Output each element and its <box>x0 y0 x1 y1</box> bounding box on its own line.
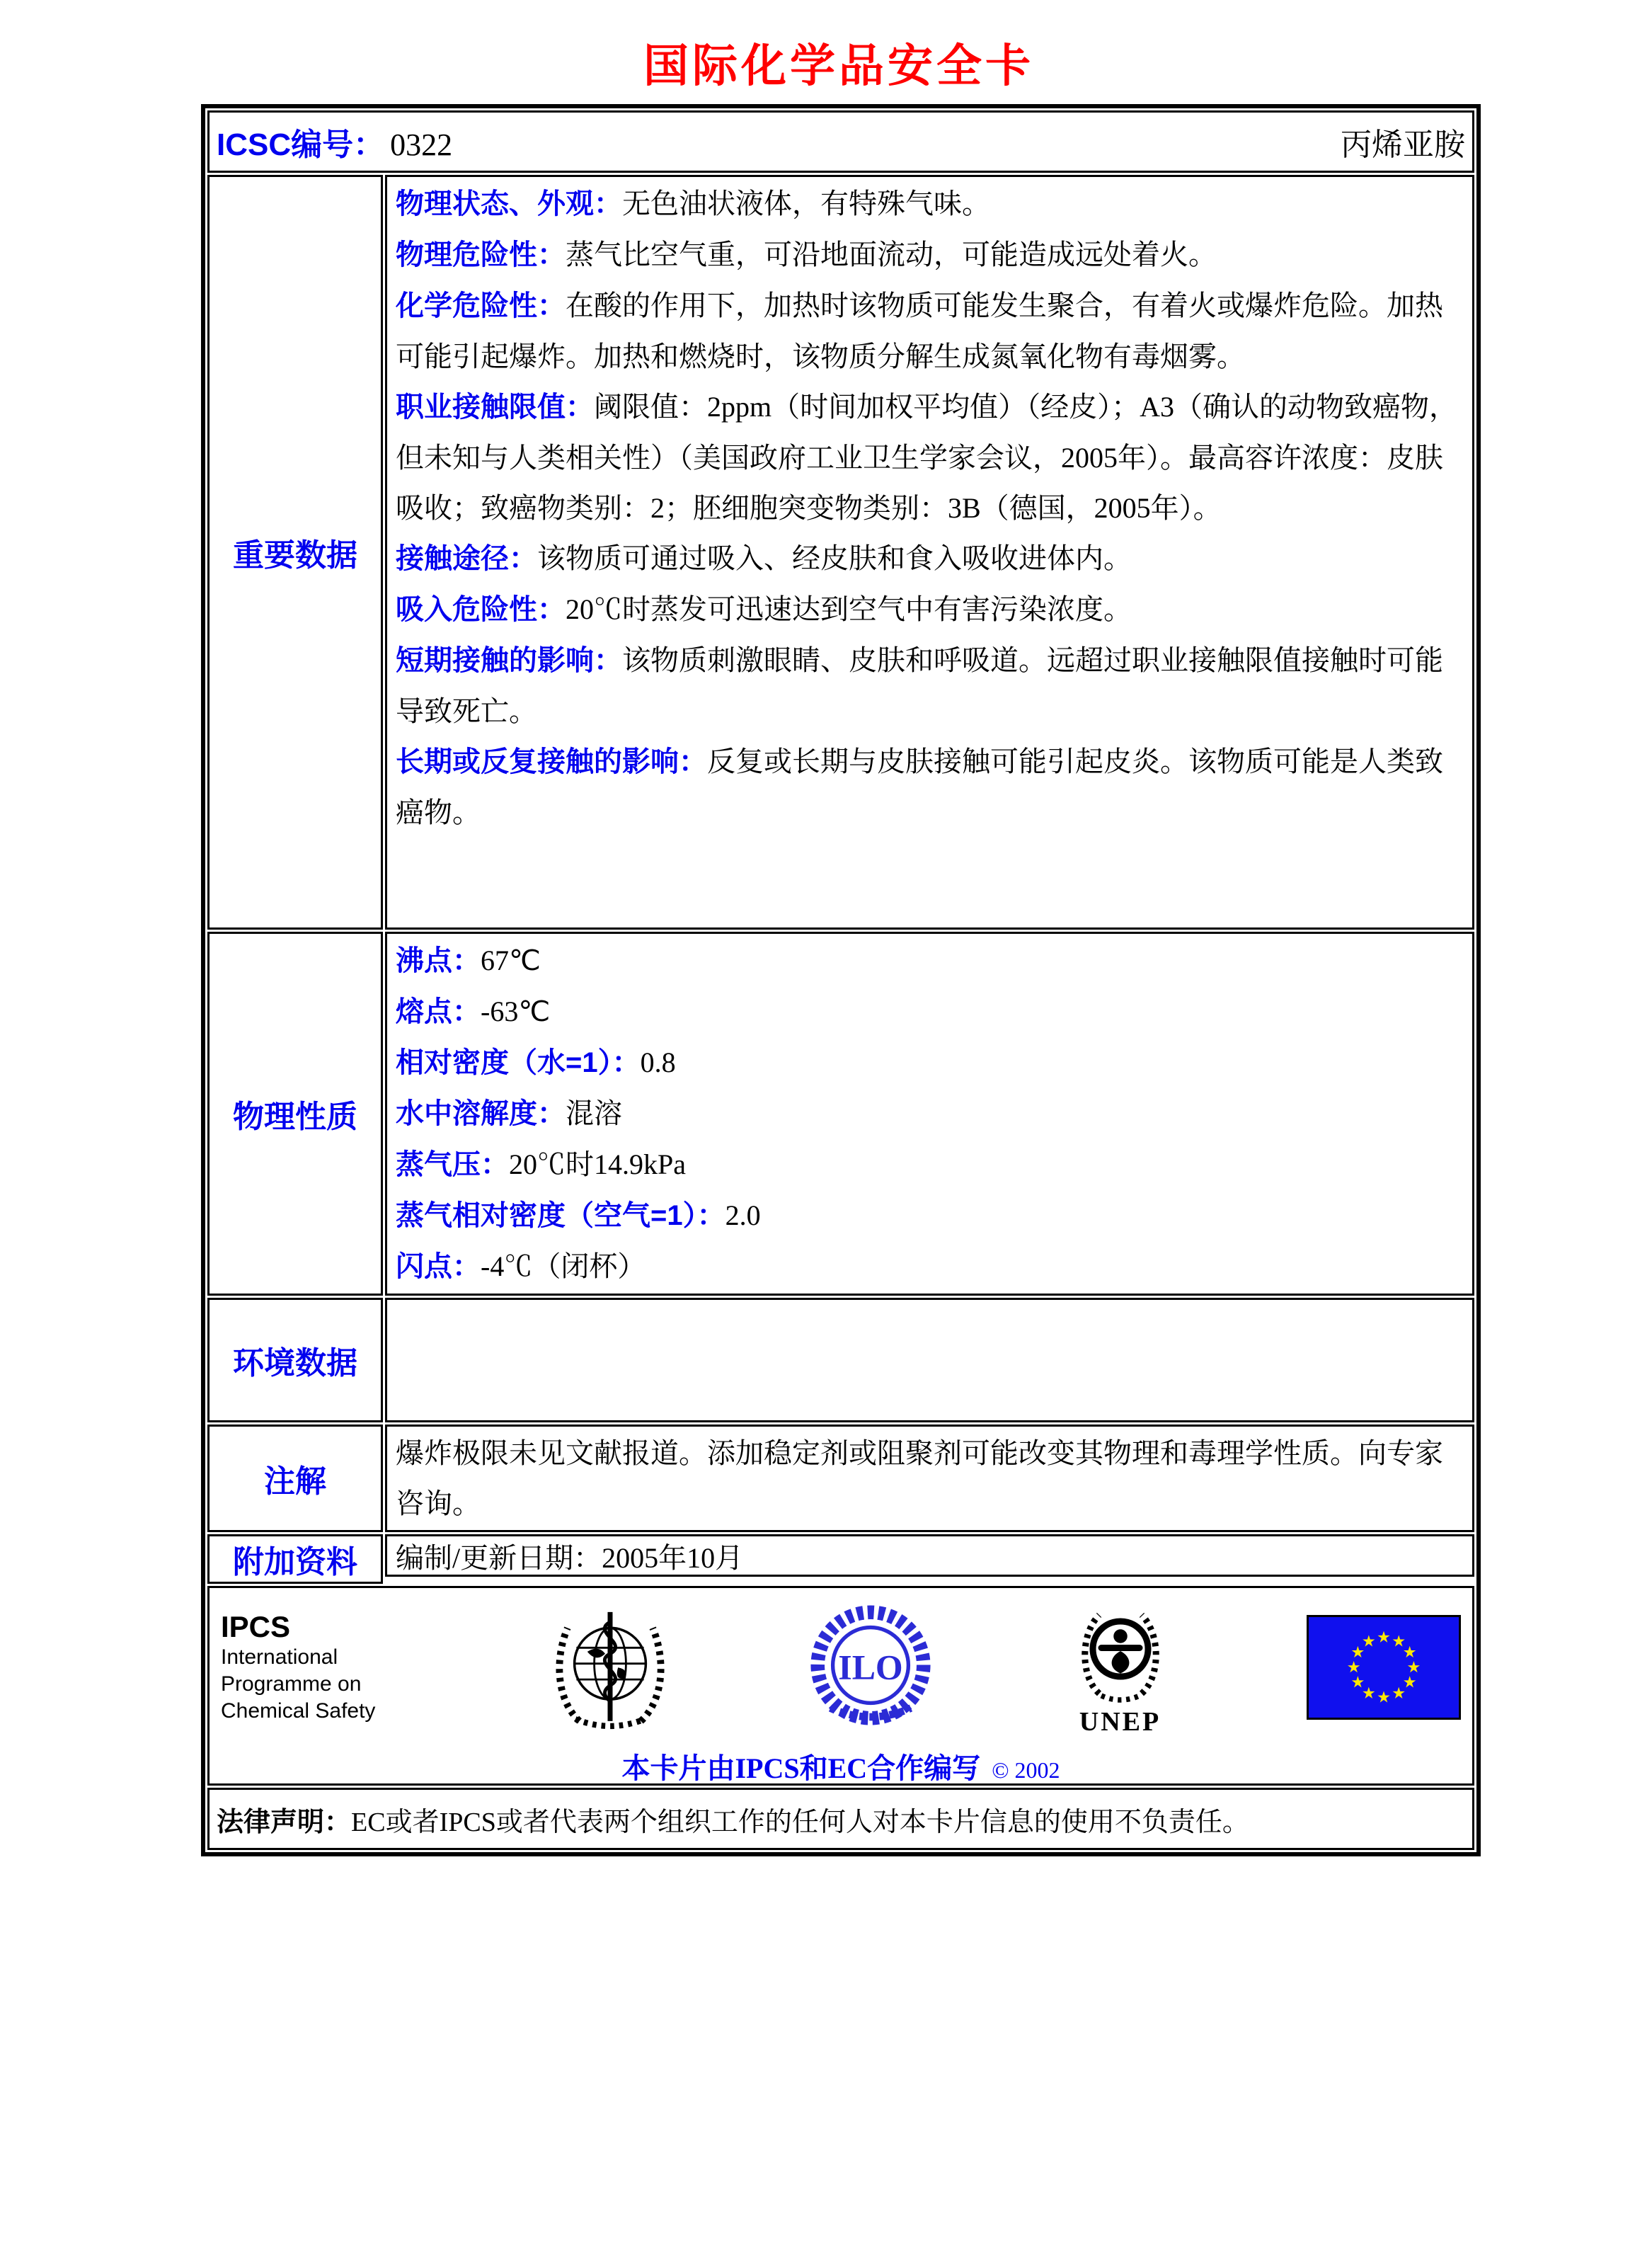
entry-text: 0.8 <box>640 1046 676 1078</box>
entry-label: 蒸气压： <box>396 1149 509 1180</box>
additional-information-content: 编制/更新日期：2005年10月 <box>385 1534 1474 1577</box>
entry-text: 该物质可通过吸入、经皮肤和食入吸收进体内。 <box>537 542 1132 574</box>
footer-cell <box>207 1586 1474 1786</box>
legal-row <box>207 1788 1474 1850</box>
icsc-number <box>217 119 452 164</box>
chemical-name: 丙烯亚胺 <box>1341 127 1465 162</box>
entry-label: 化学危险性： <box>396 290 566 321</box>
environmental-data-content <box>385 1298 1474 1422</box>
credit-line <box>221 1746 1461 1786</box>
entry-label: 物理危险性： <box>396 239 566 270</box>
entry-label: 水中溶解度： <box>396 1098 566 1129</box>
entry-label: 接触途径： <box>396 543 537 574</box>
copyright-text: © 2002 <box>992 1757 1060 1783</box>
entry-label: 闪点： <box>396 1251 481 1282</box>
section-label-notes: 注解 <box>207 1425 383 1532</box>
section-important-data <box>207 175 1474 930</box>
page-title: 国际化学品安全卡 <box>643 41 1034 91</box>
header-cell <box>207 110 1474 173</box>
section-environmental-data <box>207 1298 1474 1422</box>
entry-text: 阈限值：2ppm（时间加权平均值）（经皮）；A3（确认的动物致癌物，但未知与人类相关性）（美国政府工业卫生学家会议，2005年）。最高容许浓度：皮肤吸收；致癌物类别：2；胚细胞突变物类别：3B（德国，2005年）。 <box>396 391 1457 524</box>
section-additional-information <box>207 1534 1474 1584</box>
entry-text: 无色油状液体，有特殊气味。 <box>622 188 990 219</box>
icsc-card <box>201 104 1481 1856</box>
entry-text: 该物质刺激眼睛、皮肤和呼吸道。远超过职业接触限值接触时可能导致死亡。 <box>396 644 1443 727</box>
section-label-physical-properties: 物理性质 <box>207 932 383 1296</box>
entry-label: 吸入危险性： <box>396 594 566 625</box>
entry-text: 20℃时14.9kPa <box>509 1148 686 1180</box>
icsc-number-value: 0322 <box>390 127 453 162</box>
data-entry <box>396 533 1465 584</box>
header-row <box>207 110 1474 173</box>
notes-content: 爆炸极限未见文献报道。添加稳定剂或阻聚剂可能改变其物理和毒理学性质。向专家咨询。 <box>385 1425 1474 1532</box>
entry-text: 蒸气比空气重，可沿地面流动，可能造成远处着火。 <box>566 239 1217 270</box>
entry-label: 熔点： <box>396 996 481 1027</box>
who-logo-icon <box>546 1600 675 1735</box>
data-entry <box>396 935 1465 986</box>
data-entry <box>396 1088 1465 1139</box>
section-notes <box>207 1425 1474 1532</box>
entry-label: 沸点： <box>396 945 481 976</box>
entry-text: -4℃（闭杯） <box>481 1250 646 1282</box>
legal-cell <box>207 1788 1474 1850</box>
entry-label: 物理状态、外观： <box>396 188 622 219</box>
entry-text: 67℃ <box>481 944 541 976</box>
data-entry <box>396 635 1465 736</box>
section-physical-properties <box>207 932 1474 1296</box>
unep-logo-block <box>1067 1598 1174 1736</box>
data-entry <box>396 1190 1465 1241</box>
entry-label: 相对密度（水=1）： <box>396 1047 641 1078</box>
data-entry <box>396 1241 1465 1292</box>
entry-text: -63℃ <box>481 995 551 1027</box>
entry-text: 在酸的作用下，加热时该物质可能发生聚合，有着火或爆炸危险。加热可能引起爆炸。加热和燃烧时，该物质分解生成氮氧化物有毒烟雾。 <box>396 290 1443 372</box>
ipcs-subtitle-line: Programme on <box>221 1672 362 1696</box>
section-label-additional-information: 附加资料 <box>207 1534 383 1584</box>
logo-strip <box>221 1598 1461 1736</box>
section-label-important-data: 重要数据 <box>207 175 383 930</box>
ilo-logo-icon <box>808 1602 934 1732</box>
entry-text: 混溶 <box>566 1097 622 1129</box>
entry-label: 职业接触限值： <box>396 392 594 423</box>
ipcs-subtitle-line: International <box>221 1645 338 1669</box>
data-entry <box>396 736 1465 838</box>
unep-label: UNEP <box>1079 1707 1161 1737</box>
data-entry <box>396 229 1465 280</box>
legal-label: 法律声明： <box>217 1807 352 1837</box>
unep-logo-icon <box>1067 1598 1174 1708</box>
entry-label: 长期或反复接触的影响： <box>396 746 707 777</box>
entry-label: 短期接触的影响： <box>396 645 622 676</box>
data-entry <box>396 1037 1465 1088</box>
ipcs-block <box>221 1610 412 1725</box>
entry-label: 蒸气相对密度（空气=1）： <box>396 1200 725 1231</box>
data-entry <box>396 1139 1465 1190</box>
credit-text: 本卡片由IPCS和EC合作编写 <box>621 1752 981 1784</box>
data-entry <box>396 986 1465 1037</box>
data-entry <box>396 584 1465 635</box>
eu-flag-icon <box>1307 1615 1461 1720</box>
entry-text: 2.0 <box>725 1199 761 1231</box>
legal-text: EC或者IPCS或者代表两个组织工作的任何人对本卡片信息的使用不负责任。 <box>351 1807 1249 1837</box>
entry-text: 20℃时蒸发可迅速达到空气中有害污染浓度。 <box>566 593 1132 625</box>
footer-row <box>207 1586 1474 1786</box>
data-entry <box>396 178 1465 229</box>
physical-properties-content <box>385 932 1474 1296</box>
data-entry <box>396 280 1465 382</box>
section-label-environmental-data: 环境数据 <box>207 1298 383 1422</box>
data-entry <box>396 382 1465 533</box>
ipcs-subtitle-line: Chemical Safety <box>221 1699 376 1723</box>
ilo-logo-text: ILO <box>838 1648 903 1687</box>
ipcs-title: IPCS <box>221 1609 291 1643</box>
icsc-number-label: ICSC编号： <box>217 127 385 162</box>
important-data-content <box>385 175 1474 930</box>
entry-text: 反复或长期与皮肤接触可能引起皮炎。该物质可能是人类致癌物。 <box>396 746 1443 828</box>
